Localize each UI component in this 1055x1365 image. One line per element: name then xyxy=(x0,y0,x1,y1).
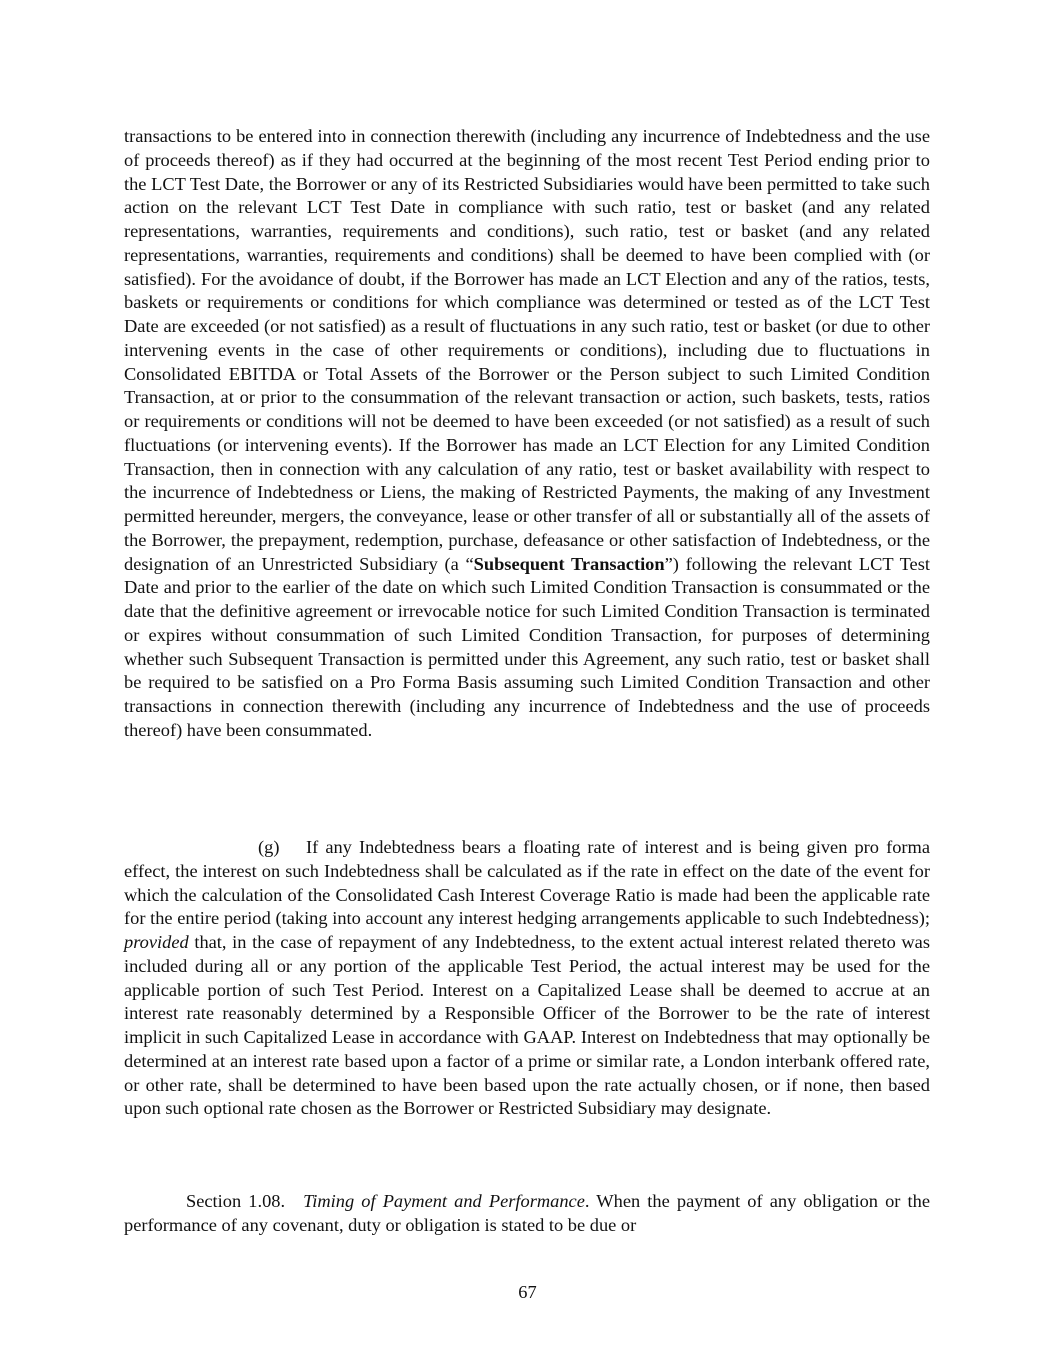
page-number: 67 xyxy=(518,1282,537,1302)
paragraph-text: If any Indebtedness bears a floating rate of interest and is being given pro forma effect, the interest on such Indebtedness shall be calculated as if the rate in effect on the date of the event for which the calculation of the Consolidated Cash Interest Coverage Ratio is made had been the applicable rate for the entire period (taking into account any interest hedging arrangements applicable to such Indebtedness); xyxy=(124,837,930,929)
section-1-08 xyxy=(124,1190,930,1238)
paragraph-text: that, in the case of repayment of any Indebtedness, to the extent actual interest related thereto was included during all or any portion of the applicable Test Period, the actual interest may be used for the applicable portion of such Test Period. Interest on a Capitalized Lease shall be deemed to accrue at an interest rate reasonably determined by a Responsible Officer of the Borrower to be the rate of interest implicit in such Capitalized Lease in accordance with GAAP. Interest on Indebtedness that may optionally be determined at an interest rate based upon a factor of a prime or similar rate, a London interbank offered rate, or other rate, shall be determined to have been based upon the rate actually chosen, or if none, then based upon such optional rate chosen as the Borrower or Restricted Subsidiary may designate. xyxy=(124,932,930,1119)
section-title-punctuation: . xyxy=(584,1191,590,1211)
paragraph-text: transactions to be entered into in connection therewith (including any incurrence of Indebtedness and the use of proceeds thereof) as if they had occurred at the beginning of the most recent Test Period ending prior to the LCT Test Date, the Borrower or any of its Restricted Subsidiaries would have been permitted to take such action on the relevant LCT Test Date in compliance with such ratio, test or basket (and any related representations, warranties, requirements and conditions), such ratio, test or basket (and any related representations, warranties, requirements and conditions) shall be deemed to have been complied with (or satisfied). For the avoidance of doubt, if the Borrower has made an LCT Election and any of the ratios, tests, baskets or requirements or conditions for which compliance was determined or tested as of the LCT Test Date are exceeded (or not satisfied) as a result of fluctuations in any such ratio, test or basket (or due to other intervening events in the case of other requirements or conditions), including due to fluctuations in Consolidated EBITDA or Total Assets of the Borrower or the Person subject to such Limited Condition Transaction, at or prior to the consummation of the relevant transaction or action, such baskets, tests, ratios or requirements or conditions will not be deemed to have been exceeded (or not satisfied) as a result of such fluctuations (or intervening events). If the Borrower has made an LCT Election for any Limited Condition Transaction, then in connection with any calculation of any ratio, test or basket availability with respect to the incurrence of Indebtedness or Liens, the making of Restricted Payments, the making of any Investment permitted hereunder, mergers, the conveyance, lease or other transfer of all or substantially all of the assets of the Borrower, the prepayment, redemption, purchase, defeasance or other satisfaction of Indebtedness, or the designation of an Unrestricted Subsidiary (a “ xyxy=(124,126,930,574)
paragraph-number: (g) xyxy=(258,837,280,857)
section-text: When the payment of any obligation or the performance of any covenant, duty or obligation is stated to be due or xyxy=(124,1191,930,1235)
italic-term-provided: provided xyxy=(124,932,189,952)
paragraph-text: ”) following the relevant LCT Test Date and prior to the earlier of the date on which such Limited Condition Transaction is consummated or the date that the definitive agreement or irrevocable notice for such Limited Condition Transaction is terminated or expires without consummation of such Limited Condition Transaction, for purposes of determining whether such Subsequent Transaction is permitted under this Agreement, any such ratio, test or basket shall be required to be satisfied on a Pro Forma Basis assuming such Limited Condition Transaction and other transactions in connection therewith (including any incurrence of Indebtedness and the use of proceeds thereof) have been consummated. xyxy=(124,553,930,740)
paragraph-g-floating-rate xyxy=(124,836,930,1121)
section-number: Section 1.08. xyxy=(186,1191,286,1211)
section-title: Timing of Payment and Performance xyxy=(303,1191,585,1211)
defined-term-subsequent-transaction: Subsequent Transaction xyxy=(473,553,665,574)
paragraph-lct-election xyxy=(124,125,930,743)
